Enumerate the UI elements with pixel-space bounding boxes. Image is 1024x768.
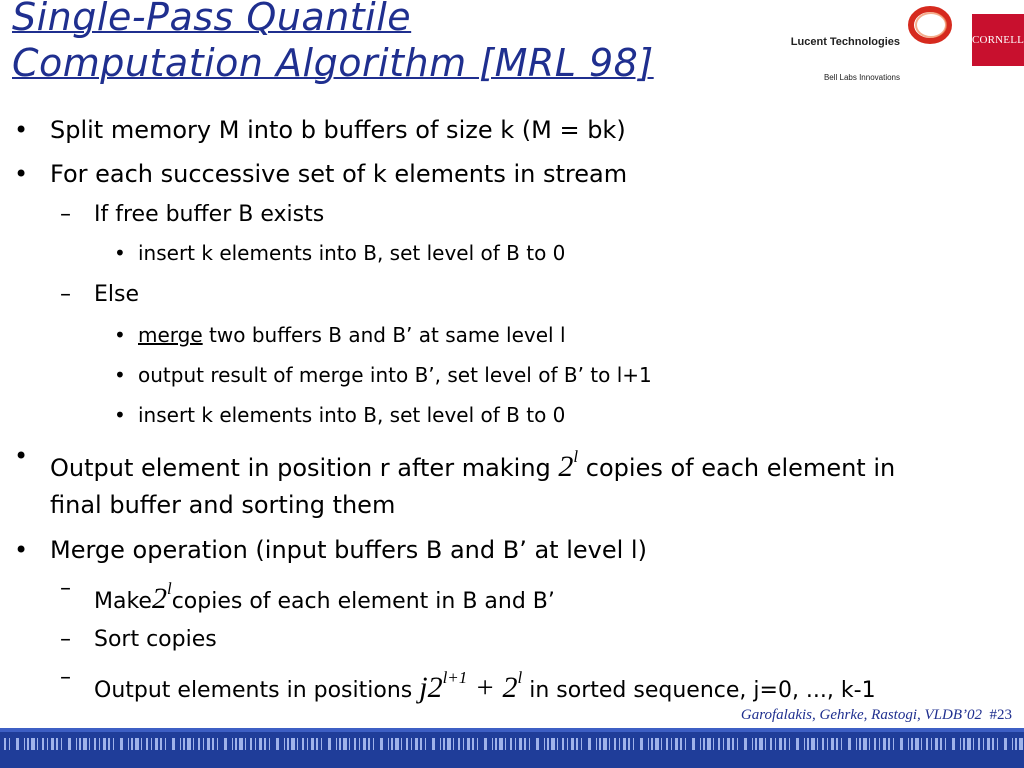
bullet-dot: • <box>14 116 29 144</box>
bullet-dot: • <box>114 241 126 265</box>
footer-bar-stripe <box>373 738 374 750</box>
footer-bar-stripe <box>603 738 607 750</box>
footer-bar-stripe <box>440 738 441 750</box>
footer-bar-stripe <box>284 738 285 750</box>
footer-bar-stripe <box>193 738 194 750</box>
footer-bar-stripe <box>557 738 558 750</box>
footer-bar-stripe <box>599 738 601 750</box>
footer-bar-stripe <box>380 738 383 750</box>
footer-bar-stripe <box>900 738 903 750</box>
footer-bar-stripe <box>212 738 214 750</box>
math-exponent: l <box>517 668 523 687</box>
math-plus-2: + 2 <box>467 671 518 704</box>
footer-bar-stripe <box>562 738 564 750</box>
footer-bar-stripe <box>31 738 35 750</box>
footer-bar-stripe <box>744 738 747 750</box>
footer-bar-stripe <box>207 738 210 750</box>
footer-bar-stripe <box>804 738 805 750</box>
footer-bar-stripe <box>316 738 318 750</box>
bullet-text: For each successive set of k elements in stream <box>50 160 628 188</box>
bullet-dot: • <box>114 323 126 347</box>
footer-bar-stripe <box>495 738 497 750</box>
footer-bar-stripe <box>146 738 148 750</box>
footer-bar-stripe <box>42 738 44 750</box>
footer-bar-stripe <box>888 738 890 750</box>
sub-bullet-item <box>0 661 1010 708</box>
footer-bar-stripe <box>640 738 643 750</box>
footer-bar-stripe <box>571 738 574 750</box>
footer-bar-stripe <box>940 738 942 750</box>
sub-bullet-text: Make <box>94 589 152 614</box>
footer-bar-stripe <box>217 738 218 750</box>
footer-bar-stripe <box>180 738 181 750</box>
footer-bar-stripe <box>666 738 668 750</box>
footer-bar-stripe <box>859 738 861 750</box>
footer-bar-stripe <box>287 738 289 750</box>
bullet-dot: • <box>114 403 126 427</box>
footer-bar-stripe <box>432 738 435 750</box>
footer-bar-stripe <box>651 738 653 750</box>
bullet-text: Merge operation (input buffers B and B’ at level l) <box>50 536 647 564</box>
sub-sub-bullet-item <box>0 400 1010 430</box>
footer-bar-stripe <box>151 738 152 750</box>
footer-bar-stripe <box>529 738 530 750</box>
footer-bar-stripe <box>99 738 100 750</box>
footer-bar-stripe <box>339 738 341 750</box>
sub-bullet-item <box>0 623 1010 657</box>
footer-bar-stripe <box>700 738 701 750</box>
footer-bar-stripe <box>848 738 851 750</box>
footer-bar-stripe <box>447 738 451 750</box>
footer-bar-stripe <box>707 738 711 750</box>
footer-bar-stripe <box>973 738 974 750</box>
footer-bar-stripe <box>863 738 867 750</box>
footer-bar-stripe <box>817 738 818 750</box>
bullet-text-continued: final buffer and sorting them <box>50 491 396 519</box>
footer-bar-stripe <box>732 738 734 750</box>
footer-bar-stripe <box>967 738 971 750</box>
bullet-dot: • <box>14 442 29 470</box>
lucent-ring-icon <box>906 4 954 46</box>
footer-bar-stripe <box>945 738 946 750</box>
sub-sub-bullet-item <box>0 360 1010 390</box>
bullet-dot: • <box>14 160 29 188</box>
footer-bar-stripe <box>37 738 38 750</box>
footer-bar-stripe <box>492 738 493 750</box>
sub-bullet-item <box>0 198 1010 232</box>
footer-bar-stripe <box>4 738 6 750</box>
math-exponent: l <box>166 579 172 598</box>
footer-bar-stripe <box>609 738 610 750</box>
footer-bar-stripe <box>245 738 246 750</box>
footer-bar-stripe <box>484 738 487 750</box>
footer-bar-stripe <box>935 738 938 750</box>
footer-bar-stripe <box>519 738 522 750</box>
footer-bar-stripe <box>250 738 252 750</box>
footer-bar-stripe <box>24 738 25 750</box>
footer-bar-stripe <box>239 738 243 750</box>
footer-bar-stripe <box>411 738 412 750</box>
footer-bar-top-edge <box>0 728 1024 732</box>
slide-footer <box>741 707 1012 724</box>
footer-bar-stripe <box>187 738 191 750</box>
footer-bar-stripe <box>915 738 919 750</box>
sub-sub-bullet-item <box>0 320 1010 350</box>
footer-bar-stripe <box>737 738 738 750</box>
bullet-item <box>0 156 1010 192</box>
footer-bar-stripe <box>671 738 672 750</box>
footer-bar-stripe <box>311 738 314 750</box>
bullet-dash: – <box>60 627 71 652</box>
footer-bar-stripe <box>255 738 256 750</box>
footer-bar-stripe <box>779 738 782 750</box>
footer-bar-stripe <box>703 738 705 750</box>
bullet-item <box>0 532 1010 568</box>
footer-bar-stripe <box>997 738 998 750</box>
footer-bar-stripe <box>165 738 166 750</box>
footer-bar-stripe <box>425 738 426 750</box>
lucent-tagline: Bell Labs Innovations <box>823 73 900 82</box>
footer-bar-stripe <box>302 738 304 750</box>
footer-bar-stripe <box>505 738 506 750</box>
footer-bar-stripe <box>567 738 568 750</box>
footer-bar-stripe <box>536 738 539 750</box>
footer-bar-stripe <box>755 738 757 750</box>
footer-bar-stripe <box>960 738 961 750</box>
footer-bar-stripe <box>811 738 815 750</box>
footer-bar-stripe <box>827 738 828 750</box>
footer-bar-stripe <box>952 738 955 750</box>
footer-bar-stripe <box>983 738 984 750</box>
footer-bar-stripe <box>328 738 331 750</box>
footer-bar-stripe <box>259 738 262 750</box>
footer-bar-stripe <box>879 738 880 750</box>
footer-bar-stripe <box>515 738 516 750</box>
footer-bar-stripe <box>443 738 445 750</box>
footer-bar-stripe <box>89 738 90 750</box>
footer-bar-stripe <box>321 738 322 750</box>
footer-bar-stripe <box>963 738 965 750</box>
footer-bar-stripe <box>9 738 10 750</box>
footer-bar-stripe <box>472 738 474 750</box>
footer-bar-stripe <box>692 738 695 750</box>
sub-sub-bullet-text: two buffers B and B’ at same level l <box>202 323 566 347</box>
footer-bar-stripe <box>83 738 87 750</box>
footer-bar-stripe <box>713 738 714 750</box>
footer-bar-stripe <box>869 738 870 750</box>
math-exponent: l <box>573 447 579 466</box>
sub-sub-bullet-text: insert k elements into B, set level of B to 0 <box>138 403 566 427</box>
footer-bar-stripe <box>581 738 582 750</box>
footer-bar-stripe <box>135 738 139 750</box>
bullet-item <box>0 438 1010 524</box>
cornell-logo: CORNELL <box>972 14 1024 66</box>
footer-bar-stripe <box>467 738 470 750</box>
footer-bar-stripe <box>874 738 876 750</box>
footer-bar-stripe <box>524 738 526 750</box>
footer-bar-stripe <box>770 738 772 750</box>
footer-bar-stripe <box>648 738 649 750</box>
math-2-pow-l <box>151 579 172 615</box>
sub-sub-bullet-item <box>0 238 1010 268</box>
footer-bar-stripe <box>596 738 597 750</box>
footer-bar-stripe <box>235 738 237 750</box>
bullet-dash: – <box>60 282 71 307</box>
footer-bar-stripe <box>1019 738 1023 750</box>
footer-bar-stripe <box>120 738 123 750</box>
sub-bullet-item <box>0 572 1010 619</box>
footer-bar-stripe <box>160 738 162 750</box>
bullet-item <box>0 112 1010 148</box>
footer-bar-stripe <box>128 738 129 750</box>
footer-authors: Garofalakis, Gehrke, Rastogi, VLDB’02 <box>740 707 982 723</box>
footer-bar-stripe <box>395 738 399 750</box>
math-base: 2 <box>558 450 574 483</box>
footer-bar-stripe <box>978 738 980 750</box>
footer-bar-stripe <box>547 738 549 750</box>
footer-bar-stripe <box>359 738 360 750</box>
footer-bar-stripe <box>61 738 62 750</box>
footer-bar-stripe <box>685 738 686 750</box>
title-line-1: Single-Pass Quantile <box>12 0 412 39</box>
footer-bar-stripe <box>576 738 578 750</box>
footer-bar-stripe <box>388 738 389 750</box>
footer-bar-stripe <box>628 738 630 750</box>
sub-bullet-text: Sort copies <box>94 627 217 652</box>
sub-sub-bullet-text: output result of merge into B’, set level of B’ to l+1 <box>138 363 652 387</box>
footer-bar-stripe <box>420 738 422 750</box>
footer-bar-stripe <box>926 738 928 750</box>
footer-bar-stripe <box>415 738 418 750</box>
footer-bar-stripe <box>458 738 460 750</box>
footer-bar-stripe <box>723 738 724 750</box>
footer-bar-stripe <box>675 738 678 750</box>
math-j2: j2 <box>419 671 443 704</box>
footer-bar-stripe <box>297 738 298 750</box>
footer-bar-stripe <box>784 738 786 750</box>
footer-bar-stripe <box>363 738 366 750</box>
footer-bar-stripe <box>131 738 133 750</box>
bullet-dot: • <box>114 363 126 387</box>
footer-bar-stripe <box>183 738 185 750</box>
sub-bullet-text: If free buffer B exists <box>94 202 325 227</box>
footer-bar-stripe <box>477 738 478 750</box>
footer-bar-stripe <box>198 738 200 750</box>
footer-bar-stripe <box>831 738 834 750</box>
title-line-2: Computation Algorithm [MRL 98] <box>12 41 654 85</box>
footer-bar-stripe <box>141 738 142 750</box>
footer-bar-stripe <box>908 738 909 750</box>
footer-bar-stripe <box>856 738 857 750</box>
sub-sub-bullet-text: insert k elements into B, set level of B to 0 <box>138 241 566 265</box>
footer-bar-stripe <box>544 738 545 750</box>
footer-bar-stripe <box>232 738 233 750</box>
sub-bullet-item <box>0 278 1010 312</box>
bullet-text: Split memory M into b buffers of size k (M = bk) <box>50 116 626 144</box>
bullet-dot: • <box>14 536 29 564</box>
footer-bar-stripe <box>987 738 990 750</box>
footer-bar-stripe <box>113 738 114 750</box>
merge-term: merge <box>138 323 203 347</box>
footer-bar-stripe <box>789 738 790 750</box>
sub-bullet-text: copies of each element in B and B’ <box>171 589 555 614</box>
footer-bar-stripe <box>453 738 454 750</box>
footer-bar-stripe <box>992 738 994 750</box>
footer-bar-stripe <box>759 738 763 750</box>
footer-bar-stripe <box>510 738 512 750</box>
footer-barcode-bar <box>0 728 1024 768</box>
lucent-logo <box>780 24 900 95</box>
footer-bar-stripe <box>718 738 720 750</box>
footer-bar-stripe <box>108 738 110 750</box>
footer-bar-stripe <box>752 738 753 750</box>
footer-bar-stripe <box>1012 738 1013 750</box>
footer-bar-stripe <box>883 738 886 750</box>
footer-bar-stripe <box>27 738 29 750</box>
math-2-pow-l <box>558 447 579 483</box>
bullet-dash: – <box>60 202 71 227</box>
footer-bar-stripe <box>499 738 503 750</box>
footer-bar-stripe <box>588 738 591 750</box>
footer-bar-stripe <box>633 738 634 750</box>
math-base: 2 <box>151 582 167 615</box>
footer-bar-stripe <box>655 738 659 750</box>
footer-bar-stripe <box>172 738 175 750</box>
footer-bar-stripe <box>155 738 158 750</box>
slide-title <box>12 0 654 86</box>
footer-bar-stripe <box>551 738 555 750</box>
slide-body <box>0 112 1010 708</box>
footer-bar-stripe <box>727 738 730 750</box>
math-exponent: l+1 <box>442 668 468 687</box>
footer-bar-stripe <box>836 738 838 750</box>
footer-bar-stripe <box>1015 738 1017 750</box>
footer-bar-stripe <box>841 738 842 750</box>
footer-bar-stripe <box>307 738 308 750</box>
footer-bar-stripe <box>79 738 81 750</box>
footer-bar-stripe <box>354 738 356 750</box>
footer-bar-stripe <box>614 738 616 750</box>
bullet-text: copies of each element in <box>578 454 896 482</box>
footer-bar-stripe <box>68 738 71 750</box>
footer-bar-stripe <box>401 738 402 750</box>
footer-bar-stripe <box>765 738 766 750</box>
footer-bar-stripe <box>269 738 270 750</box>
sub-bullet-text: Output elements in positions <box>94 678 420 703</box>
math-position-formula <box>419 668 523 704</box>
page-number: #23 <box>989 707 1012 723</box>
bullet-dash: – <box>60 665 71 690</box>
footer-bar-stripe <box>893 738 894 750</box>
footer-bar-stripe <box>264 738 266 750</box>
footer-bar-stripe <box>661 738 662 750</box>
footer-bar-stripe <box>463 738 464 750</box>
footer-bar-stripe <box>911 738 913 750</box>
footer-bar-stripe <box>921 738 922 750</box>
bullet-dash: – <box>60 576 71 601</box>
footer-bar-stripe <box>796 738 799 750</box>
footer-bar-stripe <box>391 738 393 750</box>
footer-bar-stripe <box>406 738 408 750</box>
footer-bar-stripe <box>619 738 620 750</box>
footer-bar-stripe <box>94 738 96 750</box>
footer-bar-stripe <box>349 738 350 750</box>
footer-bar-stripe <box>336 738 337 750</box>
footer-bar-stripe <box>76 738 77 750</box>
footer-bar-stripe <box>276 738 279 750</box>
bullet-text: Output element in position r after making <box>50 454 559 482</box>
footer-bar-stripe <box>291 738 295 750</box>
footer-bar-stripe <box>203 738 204 750</box>
footer-bar-stripe <box>775 738 776 750</box>
footer-bar-stripe <box>224 738 227 750</box>
lucent-name: Lucent Technologies <box>790 36 900 48</box>
footer-bar-stripe <box>343 738 347 750</box>
footer-bar-stripe <box>51 738 54 750</box>
footer-bar-stripe <box>16 738 19 750</box>
footer-bar-stripe <box>623 738 626 750</box>
footer-bar-stripe <box>807 738 809 750</box>
footer-bar-stripe <box>931 738 932 750</box>
sub-bullet-text: in sorted sequence, j=0, ..., k-1 <box>522 678 876 703</box>
footer-bar-stripe <box>1004 738 1007 750</box>
footer-bar-stripe <box>47 738 48 750</box>
footer-bar-stripe <box>822 738 824 750</box>
footer-bar-stripe <box>680 738 682 750</box>
sub-bullet-text: Else <box>94 282 140 307</box>
footer-bar-stripe <box>56 738 58 750</box>
footer-bar-stripe <box>368 738 370 750</box>
footer-bar-stripe <box>103 738 106 750</box>
